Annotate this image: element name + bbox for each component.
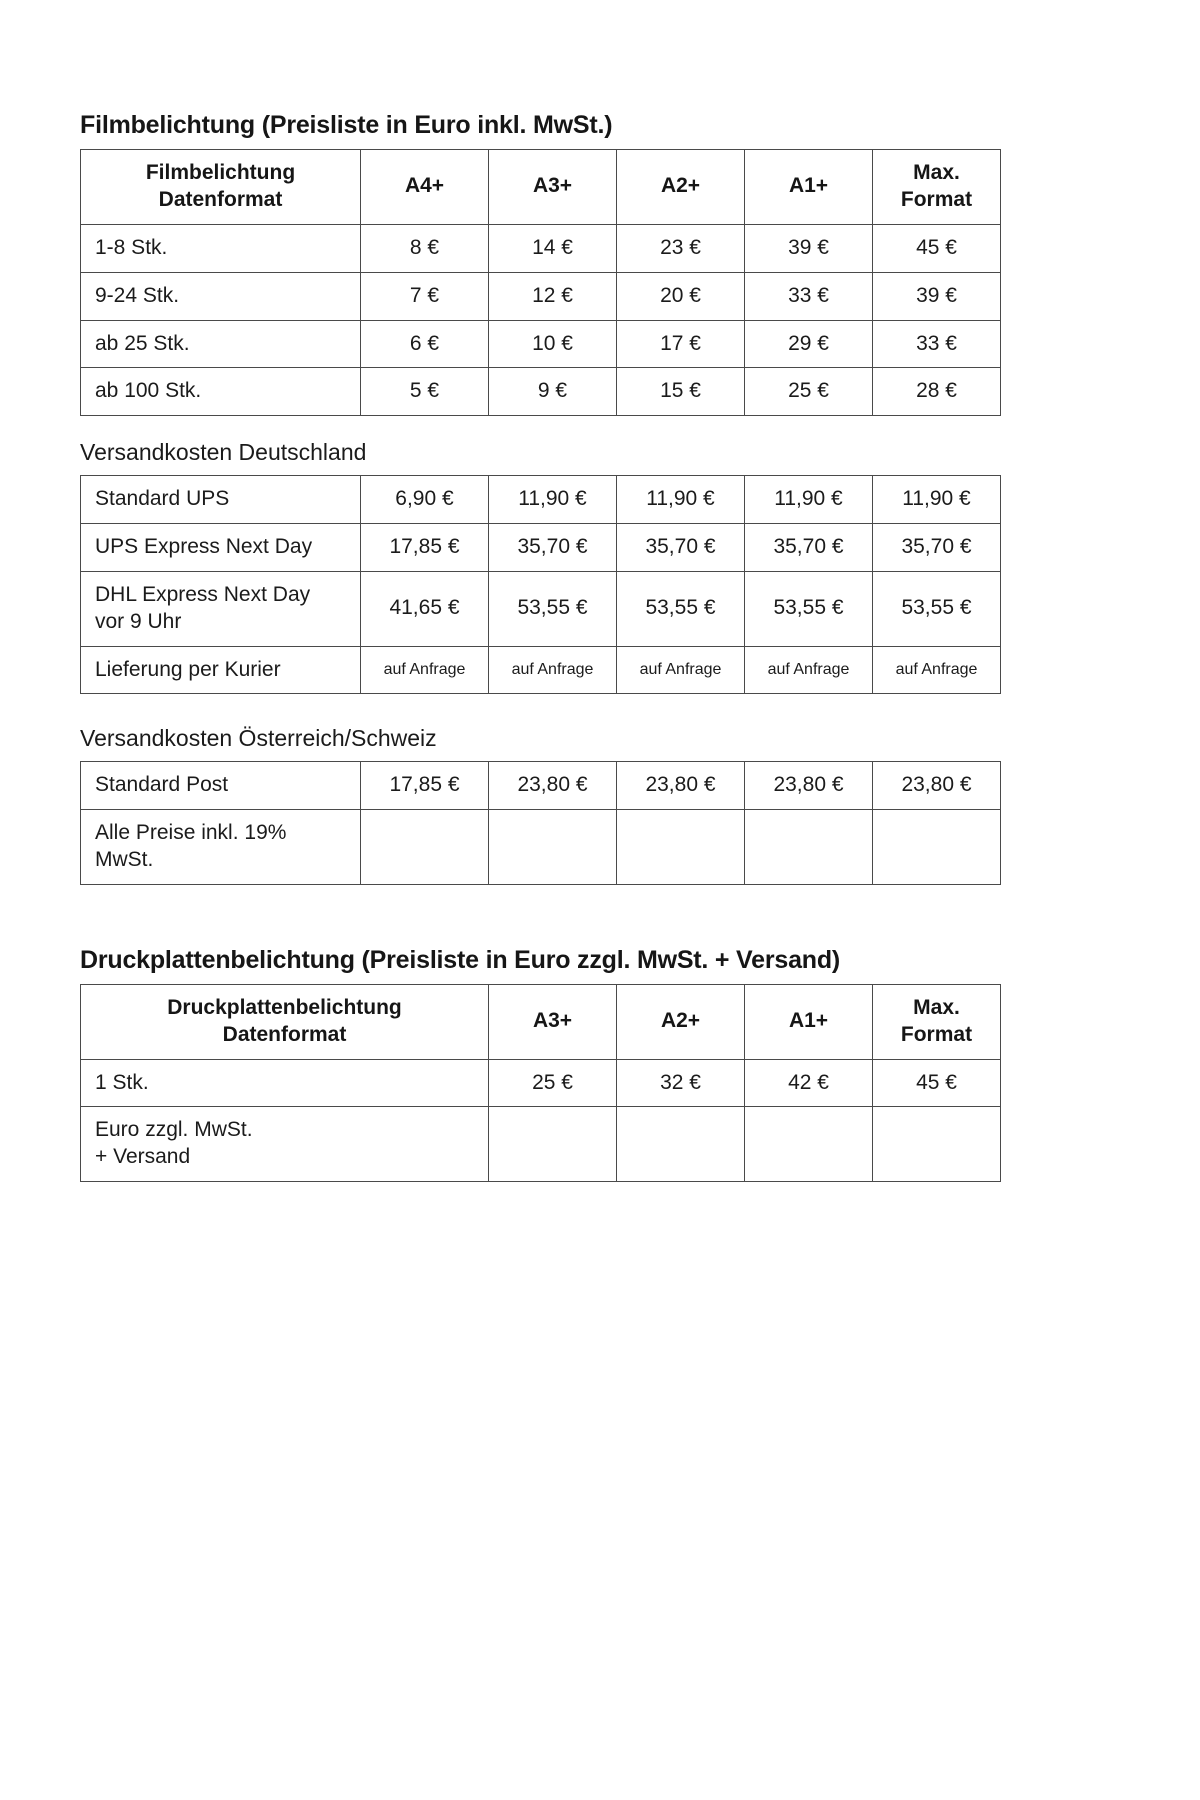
price-cell: auf Anfrage: [489, 646, 617, 694]
price-cell: 33 €: [745, 272, 873, 320]
price-cell: 25 €: [745, 368, 873, 416]
price-cell-empty: [745, 810, 873, 885]
price-cell: 15 €: [617, 368, 745, 416]
table-row: [81, 810, 1001, 885]
price-cell: 11,90 €: [617, 476, 745, 524]
row-label: [81, 571, 361, 646]
page-content: [80, 110, 1000, 1182]
column-header-line2: Datenformat: [222, 1022, 347, 1046]
price-cell: 11,90 €: [745, 476, 873, 524]
price-cell: 35,70 €: [489, 523, 617, 571]
price-cell: 29 €: [745, 320, 873, 368]
row-label-mwst-note: [81, 810, 361, 885]
price-cell: 11,90 €: [873, 476, 1001, 524]
price-cell: 17 €: [617, 320, 745, 368]
price-cell: 45 €: [873, 1059, 1001, 1107]
column-header-datenformat: [81, 984, 489, 1059]
price-cell-empty: [745, 1107, 873, 1182]
row-label: 1-8 Stk.: [81, 224, 361, 272]
table-row: [81, 1107, 1001, 1182]
table-row: [81, 320, 1001, 368]
price-cell: 9 €: [489, 368, 617, 416]
price-cell: 17,85 €: [361, 523, 489, 571]
table-row: [81, 646, 1001, 694]
price-cell: 7 €: [361, 272, 489, 320]
spacer: [80, 694, 1000, 724]
price-cell: 39 €: [873, 272, 1001, 320]
table-row: [81, 762, 1001, 810]
table-header-row: [81, 984, 1001, 1059]
price-cell: 33 €: [873, 320, 1001, 368]
price-cell: 11,90 €: [489, 476, 617, 524]
row-label: Standard UPS: [81, 476, 361, 524]
price-cell: auf Anfrage: [617, 646, 745, 694]
table-row: [81, 1059, 1001, 1107]
row-label-line2: MwSt.: [95, 847, 154, 871]
page-title-druckplattenbelichtung: Druckplattenbelichtung (Preisliste in Euro zzgl. MwSt. + Versand): [80, 945, 841, 974]
price-cell: 20 €: [617, 272, 745, 320]
price-cell-empty: [489, 1107, 617, 1182]
column-header-max-line1: Max.: [913, 161, 960, 184]
row-label-line2: + Versand: [95, 1145, 191, 1169]
price-cell: 23,80 €: [873, 762, 1001, 810]
price-cell: 53,55 €: [873, 571, 1001, 646]
table-row: [81, 476, 1001, 524]
column-header-max-line2: Format: [900, 1022, 973, 1046]
column-header-a1: A1+: [745, 150, 873, 225]
price-cell: 39 €: [745, 224, 873, 272]
price-cell: 28 €: [873, 368, 1001, 416]
price-cell: 6 €: [361, 320, 489, 368]
row-label: UPS Express Next Day: [81, 523, 361, 571]
row-label: 9-24 Stk.: [81, 272, 361, 320]
row-label-line1: DHL Express Next Day: [95, 582, 311, 606]
druckplattenbelichtung-table: [80, 984, 1001, 1182]
column-header-max-line2: Format: [900, 187, 973, 211]
price-cell: 42 €: [745, 1059, 873, 1107]
price-cell: 35,70 €: [873, 523, 1001, 571]
column-header-line1: Filmbelichtung: [145, 161, 296, 184]
column-header-line1: Druckplattenbelichtung: [167, 995, 402, 1019]
subsection-title-versand-oesterreich-schweiz: Versandkosten Österreich/Schweiz: [80, 725, 437, 752]
price-cell: 6,90 €: [361, 476, 489, 524]
price-cell: 53,55 €: [745, 571, 873, 646]
price-cell: 14 €: [489, 224, 617, 272]
column-header-a3: A3+: [489, 150, 617, 225]
spacer: [80, 416, 1000, 438]
price-cell: 53,55 €: [489, 571, 617, 646]
versand-oesterreich-schweiz-table: [80, 761, 1001, 885]
table-header-row: [81, 150, 1001, 225]
row-label: ab 100 Stk.: [81, 368, 361, 416]
price-cell: 23,80 €: [745, 762, 873, 810]
row-label-line1: Alle Preise inkl. 19%: [95, 821, 287, 844]
row-label: ab 25 Stk.: [81, 320, 361, 368]
table-row: [81, 272, 1001, 320]
row-label: 1 Stk.: [81, 1059, 489, 1107]
row-label: Lieferung per Kurier: [81, 646, 361, 694]
price-cell: 12 €: [489, 272, 617, 320]
column-header-a4: A4+: [361, 150, 489, 225]
table-row: [81, 523, 1001, 571]
price-cell: 23,80 €: [489, 762, 617, 810]
column-header-a2: A2+: [617, 984, 745, 1059]
row-label-line2: vor 9 Uhr: [95, 609, 182, 633]
column-header-max-format: [873, 150, 1001, 225]
price-cell: 23,80 €: [617, 762, 745, 810]
table-row: [81, 224, 1001, 272]
versand-deutschland-table: [80, 475, 1001, 694]
column-header-max-line1: Max.: [913, 995, 960, 1019]
column-header-datenformat: [81, 150, 361, 225]
price-cell: 8 €: [361, 224, 489, 272]
row-label-mwst-note: [81, 1107, 489, 1182]
price-cell: auf Anfrage: [745, 646, 873, 694]
price-cell: 32 €: [617, 1059, 745, 1107]
price-cell: 35,70 €: [617, 523, 745, 571]
row-label: Standard Post: [81, 762, 361, 810]
price-cell: 5 €: [361, 368, 489, 416]
table-row: [81, 368, 1001, 416]
spacer: [80, 885, 1000, 945]
price-cell: 41,65 €: [361, 571, 489, 646]
price-cell: 17,85 €: [361, 762, 489, 810]
column-header-line2: Datenformat: [158, 187, 283, 211]
price-cell-empty: [489, 810, 617, 885]
filmbelichtung-table: [80, 149, 1001, 416]
price-cell-empty: [617, 810, 745, 885]
page-title-filmbelichtung: Filmbelichtung (Preisliste in Euro inkl. MwSt.): [80, 111, 613, 139]
price-cell-empty: [873, 810, 1001, 885]
price-cell: 35,70 €: [745, 523, 873, 571]
price-cell-empty: [361, 810, 489, 885]
price-cell: auf Anfrage: [873, 646, 1001, 694]
column-header-a2: A2+: [617, 150, 745, 225]
column-header-a3: A3+: [489, 984, 617, 1059]
row-label-line1: Euro zzgl. MwSt.: [95, 1118, 253, 1142]
table-row: [81, 571, 1001, 646]
price-cell: 23 €: [617, 224, 745, 272]
price-cell: 10 €: [489, 320, 617, 368]
column-header-max-format: [873, 984, 1001, 1059]
price-cell: 53,55 €: [617, 571, 745, 646]
subsection-title-versand-deutschland: Versandkosten Deutschland: [80, 439, 367, 466]
price-cell-empty: [873, 1107, 1001, 1182]
price-cell-empty: [617, 1107, 745, 1182]
price-cell: auf Anfrage: [361, 646, 489, 694]
column-header-a1: A1+: [745, 984, 873, 1059]
price-cell: 25 €: [489, 1059, 617, 1107]
price-cell: 45 €: [873, 224, 1001, 272]
